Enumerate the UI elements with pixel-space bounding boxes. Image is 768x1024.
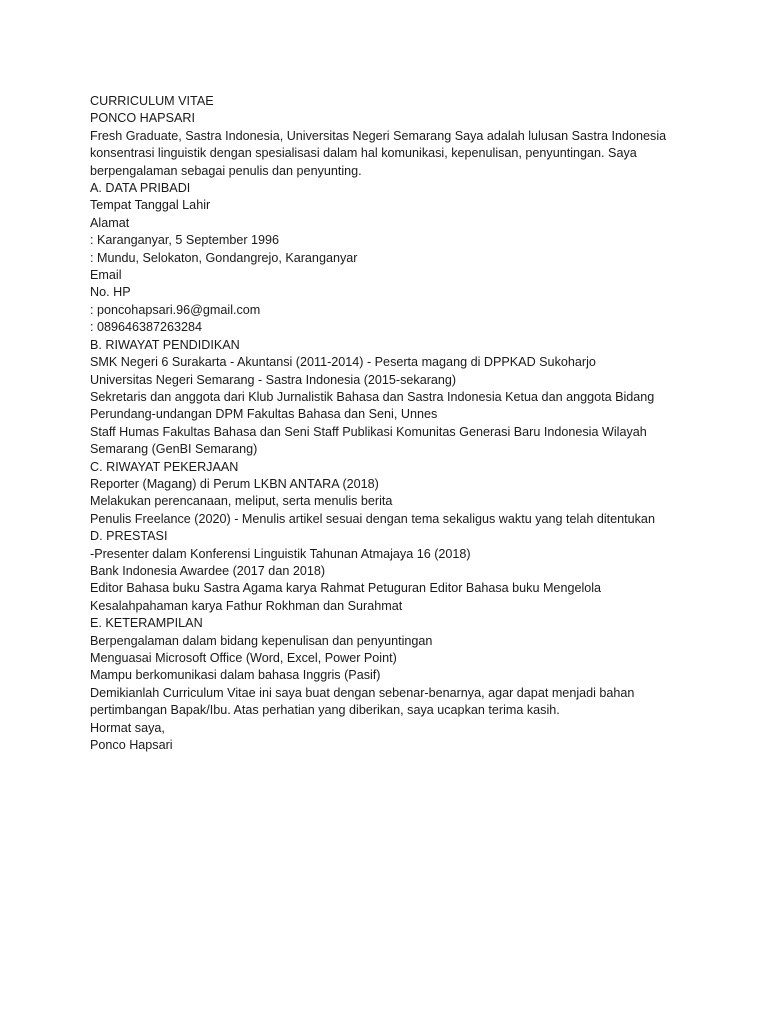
achievement-line: Editor Bahasa buku Sastra Agama karya Rahmat Petuguran Editor Bahasa buku Mengelola Kesalahpahaman karya Fathur Rokhman dan Surahmat — [90, 581, 602, 613]
applicant-name: PONCO HAPSARI — [90, 111, 195, 126]
achievement-line: Bank Indonesia Awardee (2017 dan 2018) — [90, 563, 326, 578]
cv-document — [90, 93, 680, 754]
document-title: CURRICULUM VITAE — [90, 94, 214, 108]
personal-line: No. HP — [90, 285, 131, 300]
achievement-line: -Presenter dalam Konferensi Linguistik Tahunan Atmajaya 16 (2018) — [90, 546, 471, 561]
section-heading-personal: A. DATA PRIBADI — [90, 181, 191, 196]
salutation: Hormat saya, — [90, 720, 165, 735]
skill-line: Berpengalaman dalam bidang kepenulisan dan penyuntingan — [90, 633, 433, 648]
work-line: Reporter (Magang) di Perum LKBN ANTARA (2018) — [90, 476, 379, 491]
education-line: Universitas Negeri Semarang - Sastra Indonesia (2015-sekarang) — [90, 372, 457, 387]
summary-paragraph: Fresh Graduate, Sastra Indonesia, Universitas Negeri Semarang Saya adalah lulusan Sastra Indonesia konsentrasi linguistik dengan spesialisasi dalam hal komunikasi, kepenulisan, penyuntingan. Saya berpengalaman sebagai penulis dan penyunting. — [90, 128, 667, 178]
skill-line: Mampu berkomunikasi dalam bahasa Inggris (Pasif) — [90, 668, 381, 683]
section-heading-education: B. RIWAYAT PENDIDIKAN — [90, 337, 240, 352]
skill-line: Menguasai Microsoft Office (Word, Excel, Power Point) — [90, 651, 397, 665]
section-heading-work: C. RIWAYAT PEKERJAAN — [90, 459, 239, 474]
personal-line: : Mundu, Selokaton, Gondangrejo, Karanganyar — [90, 250, 358, 265]
education-line: Staff Humas Fakultas Bahasa dan Seni Staff Publikasi Komunitas Generasi Baru Indonesia Wilayah Semarang (GenBI Semarang) — [90, 424, 647, 457]
personal-line: : poncohapsari.96@gmail.com — [90, 302, 261, 317]
personal-line: : Karanganyar, 5 September 1996 — [90, 233, 280, 248]
work-line: Penulis Freelance (2020) - Menulis artikel sesuai dengan tema sekaligus waktu yang telah ditentukan — [90, 511, 655, 526]
section-heading-achievements: D. PRESTASI — [90, 529, 168, 544]
section-heading-skills: E. KETERAMPILAN — [90, 616, 203, 631]
personal-line: Email — [90, 268, 122, 283]
signature-name: Ponco Hapsari — [90, 738, 173, 753]
closing-paragraph: Demikianlah Curriculum Vitae ini saya buat dengan sebenar-benarnya, agar dapat menjadi bahan pertimbangan Bapak/Ibu. Atas perhatian yang diberikan, saya ucapkan terima kasih. — [90, 685, 635, 718]
personal-line: Tempat Tanggal Lahir — [90, 198, 211, 213]
education-line: SMK Negeri 6 Surakarta - Akuntansi (2011-2014) - Peserta magang di DPPKAD Sukoharjo — [90, 355, 596, 370]
education-line: Sekretaris dan anggota dari Klub Jurnalistik Bahasa dan Sastra Indonesia Ketua dan anggota Bidang Perundang-undangan DPM Fakultas Bahasa dan Seni, Unnes — [90, 389, 655, 422]
personal-line: Alamat — [90, 215, 130, 230]
personal-line: : 089646387263284 — [90, 320, 203, 335]
work-line: Melakukan perencanaan, meliput, serta menulis berita — [90, 494, 393, 509]
